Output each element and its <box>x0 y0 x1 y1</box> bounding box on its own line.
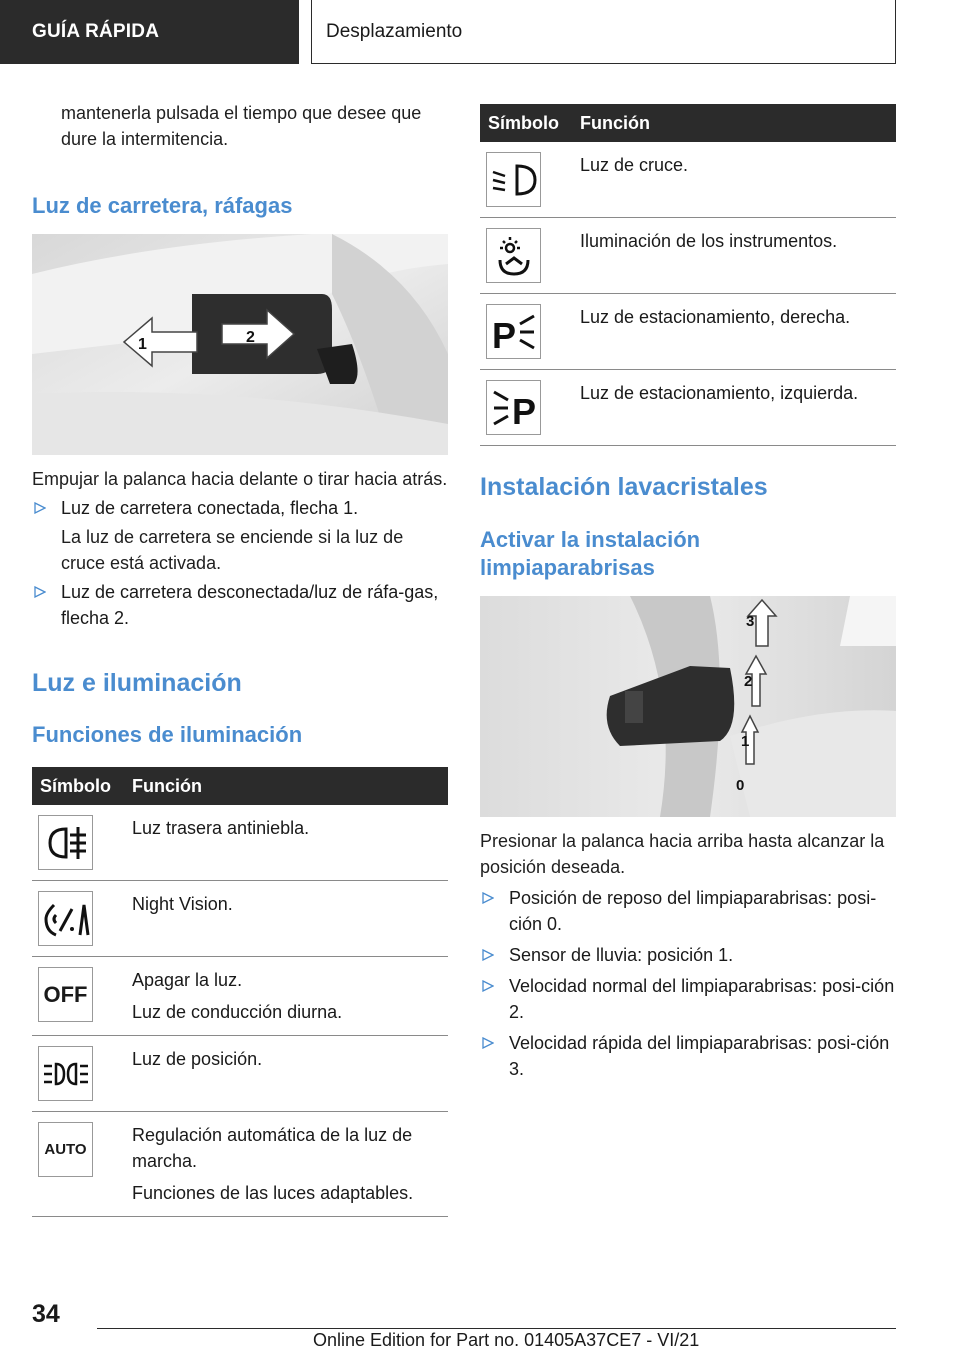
rear-fog-light-icon <box>38 815 93 870</box>
col-function: Función <box>132 767 448 805</box>
parking-light-right-icon <box>486 304 541 359</box>
list-item <box>480 942 896 968</box>
col-function: Función <box>580 104 896 142</box>
lighting-functions-table-continued <box>480 104 896 446</box>
intro-paragraph: mantenerla pulsada el tiempo que desee que dure la intermitencia. <box>61 103 422 149</box>
lever-label-1: 1 <box>138 336 147 353</box>
row-text: Apagar la luz. <box>132 970 243 990</box>
table-row <box>32 1112 448 1217</box>
wiper-label-3: 3 <box>746 613 755 630</box>
bullet-triangle-icon <box>34 502 46 514</box>
heading-lavacristales: Instalación lavacristales <box>480 473 768 501</box>
row-text: Luz de conducción diurna. <box>132 1002 343 1022</box>
svg-text:P: P <box>491 314 516 354</box>
section-tab <box>0 0 299 64</box>
list-item <box>480 1030 896 1082</box>
wiper-label-0: 0 <box>736 777 745 794</box>
heading-activar: Activar la instalación limpiaparabrisas <box>480 527 701 580</box>
row-text: Regulación automática de la luz de marcha. <box>132 1125 413 1171</box>
bullet-text: Luz de carretera conectada, flecha 1. <box>61 498 359 518</box>
row-text: Funciones de las luces adaptables. <box>132 1183 414 1203</box>
section-title: GUÍA RÁPIDA <box>32 21 160 42</box>
lever-label-2: 2 <box>246 329 255 346</box>
row-text: Luz de cruce. <box>580 155 689 175</box>
wiper-label-1: 1 <box>741 733 750 750</box>
table-row <box>32 957 448 1036</box>
heading-luz-carretera: Luz de carretera, ráfagas <box>32 193 293 218</box>
off-icon: OFF <box>38 967 93 1022</box>
table-row <box>480 370 896 446</box>
wiper-text: Presionar la palanca hacia arriba hasta alcanzar la posición deseada. <box>480 831 885 877</box>
bullet-triangle-icon <box>482 1037 494 1049</box>
lever-photo <box>32 234 448 455</box>
low-beam-icon <box>486 152 541 207</box>
table-row <box>32 881 448 957</box>
bullet-triangle-icon <box>482 892 494 904</box>
wiper-lever-photo <box>480 596 896 817</box>
col-symbol: Símbolo <box>480 104 580 142</box>
chapter-tab <box>311 0 896 64</box>
parking-light-left-icon <box>486 380 541 435</box>
row-text: Iluminación de los instrumentos. <box>580 231 838 251</box>
parking-lights-icon <box>38 1046 93 1101</box>
list-item <box>480 885 896 937</box>
row-text: Luz de posición. <box>132 1049 263 1069</box>
bullet-text: Velocidad normal del limpiaparabrisas: posi-ción 2. <box>509 976 895 1022</box>
list-item <box>32 495 448 521</box>
wiper-label-2: 2 <box>744 673 753 690</box>
lever-text: Empujar la palanca hacia delante o tirar hacia atrás. <box>32 469 448 489</box>
instrument-lighting-icon <box>486 228 541 283</box>
night-vision-icon <box>38 891 93 946</box>
row-text: Luz de estacionamiento, derecha. <box>580 307 851 327</box>
lever-illustration <box>32 234 448 455</box>
heading-funciones: Funciones de iluminación <box>32 722 303 747</box>
bullet-triangle-icon <box>34 586 46 598</box>
bullet-triangle-icon <box>482 980 494 992</box>
edition-footer: Online Edition for Part no. 01405A37CE7 - VI/21 <box>313 1330 700 1350</box>
table-row <box>480 142 896 218</box>
row-text: Luz trasera antiniebla. <box>132 818 310 838</box>
svg-text:P: P <box>511 390 536 430</box>
row-text: Luz de estacionamiento, izquierda. <box>580 383 859 403</box>
auto-icon: AUTO <box>38 1122 93 1177</box>
bullet-subtext: La luz de carretera se enciende si la luz de cruce está activada. <box>61 527 404 573</box>
table-row <box>32 805 448 881</box>
bullet-text: Sensor de lluvia: posición 1. <box>509 945 734 965</box>
bullet-text: Posición de reposo del limpiaparabrisas: posi-ción 0. <box>509 888 877 934</box>
table-row <box>480 218 896 294</box>
heading-luz-iluminacion: Luz e iluminación <box>32 669 242 697</box>
page-number: 34 <box>32 1300 60 1328</box>
list-item <box>32 579 448 631</box>
row-text: Night Vision. <box>132 894 233 914</box>
bullet-text: Velocidad rápida del limpiaparabrisas: posi-ción 3. <box>509 1033 890 1079</box>
bullet-triangle-icon <box>482 949 494 961</box>
lighting-functions-table <box>32 767 448 1217</box>
footer-divider <box>97 1328 896 1329</box>
table-row <box>480 294 896 370</box>
bullet-text: Luz de carretera desconectada/luz de ráfa-gas, flecha 2. <box>61 582 439 628</box>
list-item <box>480 973 896 1025</box>
col-symbol: Símbolo <box>32 767 132 805</box>
chapter-title: Desplazamiento <box>326 20 463 42</box>
right-column <box>480 104 896 1082</box>
table-row <box>32 1036 448 1112</box>
wiper-illustration <box>480 596 896 817</box>
left-column <box>32 100 448 1217</box>
